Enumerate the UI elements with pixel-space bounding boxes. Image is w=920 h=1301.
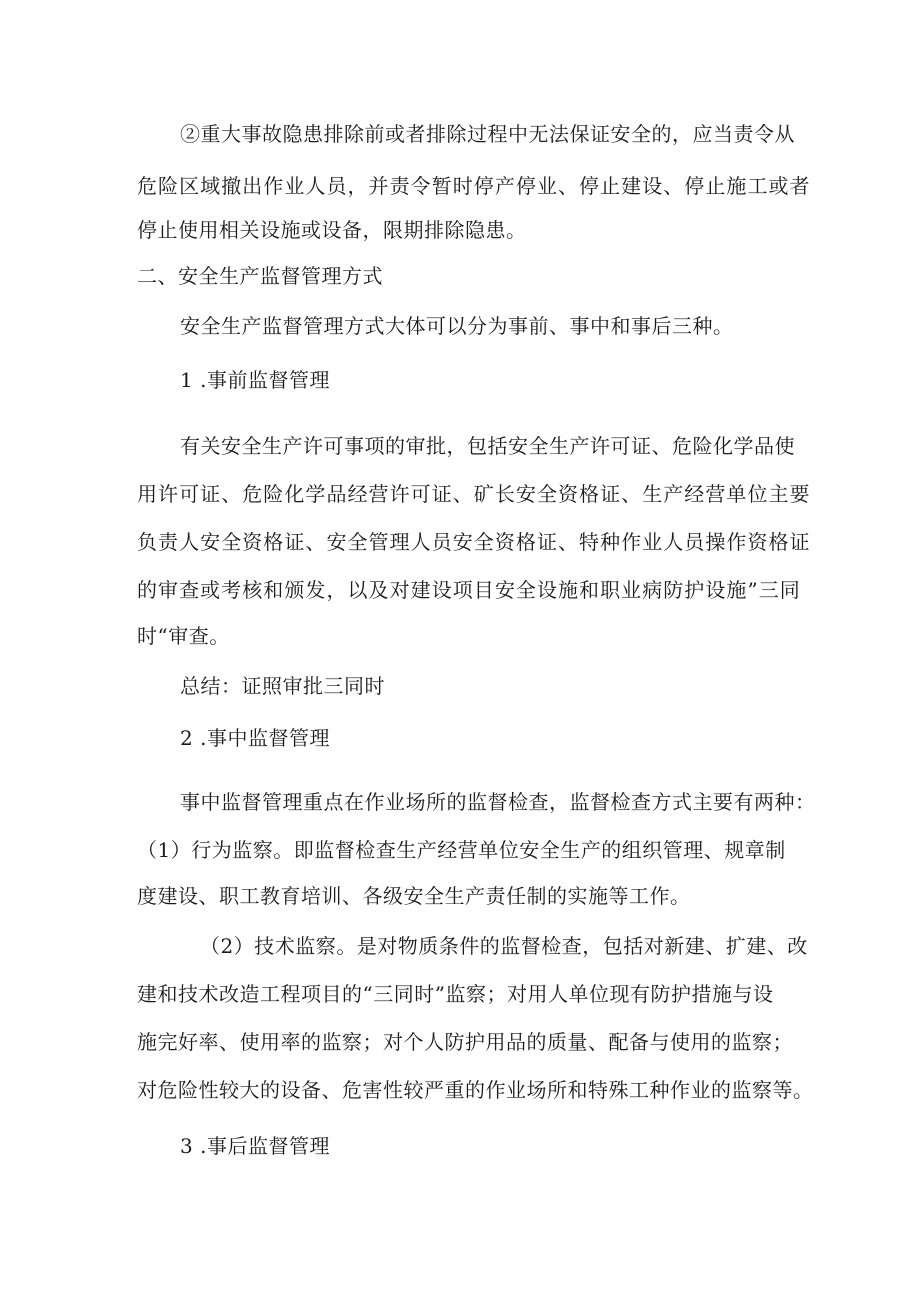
subsection-heading-1: 1 .事前监督管理 bbox=[180, 368, 330, 392]
paragraph-line: 时“审查。 bbox=[137, 624, 230, 648]
paragraph-line: 用许可证、危险化学品经营许可证、矿长安全资格证、生产经营单位主要 bbox=[137, 482, 811, 506]
paragraph-line: 对危险性较大的设备、危害性较严重的作业场所和特殊工种作业的监察等。 bbox=[137, 1078, 814, 1102]
paragraph-line: 度建设、职工教育培训、各级安全生产责任制的实施等工作。 bbox=[137, 884, 691, 908]
paragraph-line: 施完好率、使用率的监察；对个人防护用品的质量、配备与使用的监察； bbox=[137, 1030, 793, 1054]
paragraph-line: 停止使用相关设施或设备，限期排除隐患。 bbox=[137, 218, 527, 242]
paragraph-line: ②重大事故隐患排除前或者排除过程中无法保证安全的，应当责令从 bbox=[180, 122, 795, 146]
subsection-heading-3: 3 .事后监督管理 bbox=[180, 1134, 330, 1158]
paragraph-line: 负责人安全资格证、安全管理人员安全资格证、特种作业人员操作资格证 bbox=[137, 530, 811, 554]
paragraph-line: 有关安全生产许可事项的审批，包括安全生产许可证、危险化学品使 bbox=[180, 434, 795, 458]
paragraph-line: （1）行为监察。即监督检查生产经营单位安全生产的组织管理、规章制 bbox=[137, 838, 786, 862]
summary-line: 总结：证照审批三同时 bbox=[180, 674, 385, 698]
paragraph-line: 危险区域撤出作业人员，并责令暂时停产停业、停止建设、停止施工或者 bbox=[137, 174, 811, 198]
paragraph-line: 建和技术改造工程项目的“三同时”监察；对用人单位现有防护措施与设 bbox=[137, 982, 774, 1006]
intro-paragraph: 安全生产监督管理方式大体可以分为事前、事中和事后三种。 bbox=[180, 314, 734, 338]
paragraph-line: 事中监督管理重点在作业场所的监督检查，监督检查方式主要有两种： bbox=[180, 790, 816, 814]
paragraph-line: （2）技术监察。是对物质条件的监督检查，包括对新建、扩建、改 bbox=[200, 934, 808, 958]
subsection-heading-2: 2 .事中监督管理 bbox=[180, 726, 330, 750]
paragraph-line: 的审查或考核和颁发，以及对建设项目安全设施和职业病防护设施”三同 bbox=[137, 578, 801, 602]
section-heading: 二、安全生产监督管理方式 bbox=[137, 264, 383, 288]
